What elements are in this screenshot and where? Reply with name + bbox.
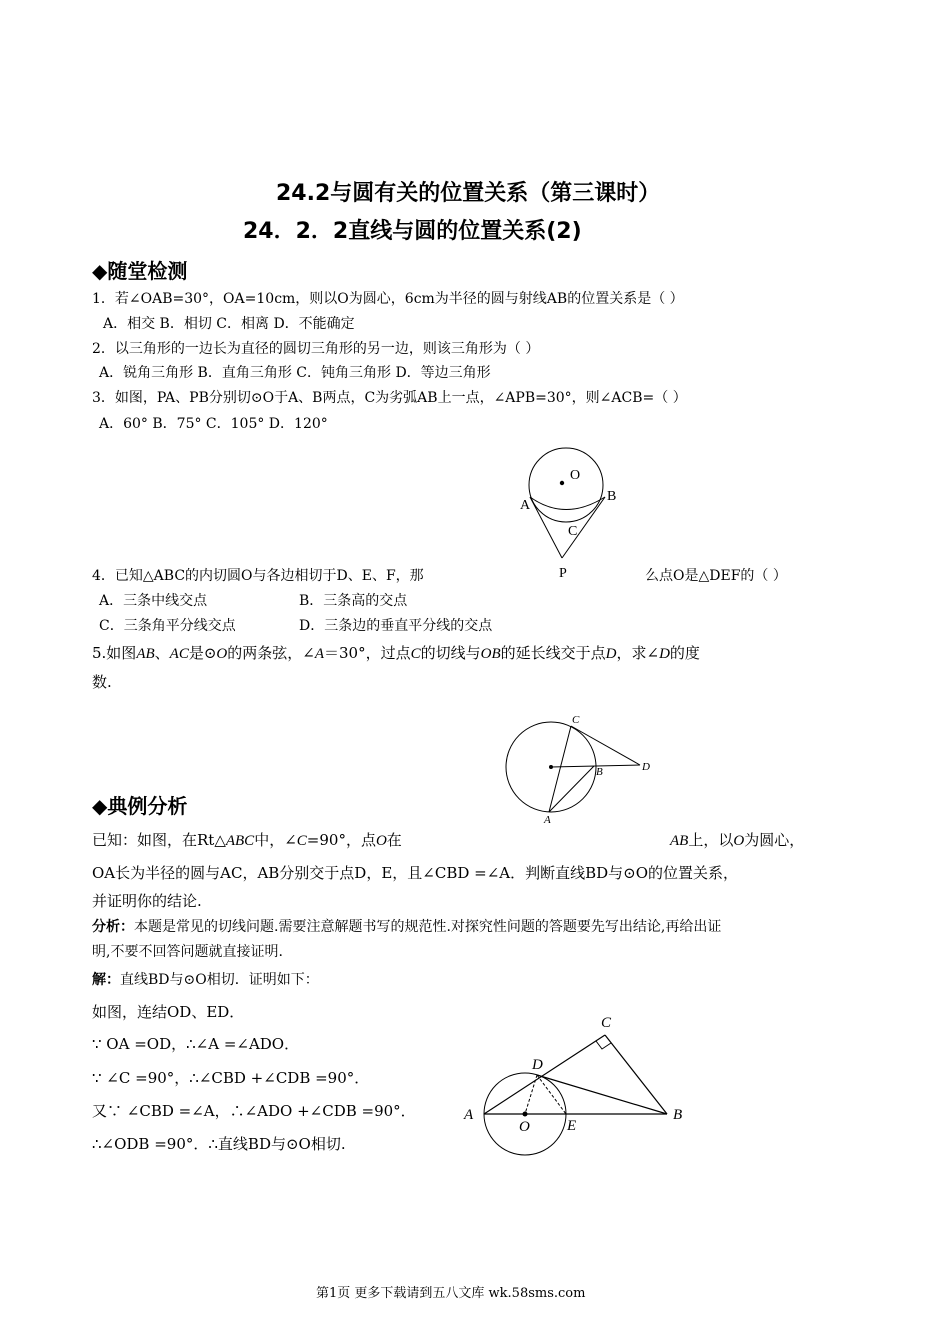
figure-tangent-circle (505, 440, 635, 585)
question-1-stem: 1．若∠OAB=30°，OA=10cm，则以O为圆心，6cm为半径的圆与射线AB的位置关系是（ ） (92, 291, 684, 307)
fig2-label-b: B (596, 766, 603, 778)
solution-step-1: 如图，连结OD、ED． (92, 1003, 245, 1021)
fig1-label-b: B (607, 489, 617, 504)
question-4-option-d: D．三条边的垂直平分线的交点 (299, 618, 493, 634)
question-4-option-c: C．三条角平分线交点 (99, 618, 236, 634)
page-title: 24.2与圆有关的位置关系（第三课时） (276, 181, 661, 206)
fig1-label-o: O (570, 468, 581, 483)
question-3-options: A．60° B．75° C．105° D．120° (99, 416, 328, 432)
fig3-label-o: O (519, 1119, 530, 1135)
question-1-options: A．相交 B．相切 C．相离 D．不能确定 (103, 316, 355, 332)
section-heading-quiz: ◆随堂检测 (92, 259, 188, 283)
question-4-stem-b: 么点O是△DEF的（ ） (645, 568, 787, 584)
question-4-option-a: A．三条中线交点 (99, 593, 208, 609)
solution-step-2: ∵ OA =OD，∴∠A =∠ADO． (92, 1035, 300, 1053)
question-4-stem-a: 4．已知△ABC的内切圆O与各边相切于D、E、F，那 (92, 568, 424, 584)
fig2-label-c: C (572, 714, 580, 726)
fig3-label-b: B (673, 1107, 683, 1123)
example-line-3: 并证明你的结论. (92, 892, 202, 910)
solution-heading: 解：直线BD与⊙O相切．证明如下： (92, 972, 319, 988)
fig2-label-d: D (642, 761, 650, 773)
fig1-label-c: C (568, 524, 578, 539)
example-line-2: OA长为半径的圆与AC，AB分别交于点D，E，且∠CBD =∠A．判断直线BD与⊙O的位置关系， (92, 864, 739, 882)
solution-step-4: 又∵ ∠CBD =∠A，∴∠ADO +∠CDB =90°． (92, 1102, 416, 1120)
solution-step-3: ∵ ∠C =90°，∴∠CBD +∠CDB =90°． (92, 1069, 370, 1087)
question-5-line-1: 5.如图AB、AC是⊙O的两条弦，∠A＝30°，过点C的切线与OB的延长线交于点D，求∠D的度 (92, 644, 700, 662)
example-line-1a: 已知：如图，在Rt△ABC中，∠C=90°，点O在 (92, 831, 402, 849)
fig3-label-e: E (567, 1118, 577, 1134)
analysis-line-1: 分析：本题是常见的切线问题.需要注意解题书写的规范性.对探究性问题的答题要先写出结论,再给出证 (92, 919, 722, 935)
question-3-stem: 3．如图，PA、PB分别切⊙O于A、B两点，C为劣弧AB上一点，∠APB=30°，则∠ACB=（ ） (92, 390, 687, 406)
question-2-stem: 2．以三角形的一边长为直径的圆切三角形的另一边，则该三角形为（ ） (92, 341, 540, 357)
question-2-options: A．锐角三角形 B．直角三角形 C．钝角三角形 D．等边三角形 (99, 365, 491, 381)
figure-chords-tangent (500, 712, 665, 827)
analysis-line-2: 明,不要不回答问题就直接证明. (92, 944, 283, 960)
example-line-1b: AB上，以O为圆心， (670, 831, 805, 849)
fig3-label-c: C (601, 1015, 612, 1031)
fig1-label-a: A (520, 498, 531, 513)
figure-right-triangle-circle (455, 1005, 695, 1160)
fig1-label-p: P (559, 566, 567, 581)
fig2-label-a: A (544, 814, 551, 826)
fig3-label-a: A (464, 1107, 474, 1123)
question-4-option-b: B．三条高的交点 (299, 593, 408, 609)
question-5-line-2: 数. (92, 673, 112, 691)
section-heading-examples: ◆典例分析 (92, 794, 188, 818)
page-footer: 第1页 更多下载请到五八文库 wk.58sms.com (316, 1286, 586, 1301)
fig3-label-d: D (532, 1057, 543, 1073)
solution-step-5: ∴∠ODB =90°．∴直线BD与⊙O相切. (92, 1135, 346, 1153)
page-subtitle: 24．2．2直线与圆的位置关系(2) (243, 219, 582, 244)
